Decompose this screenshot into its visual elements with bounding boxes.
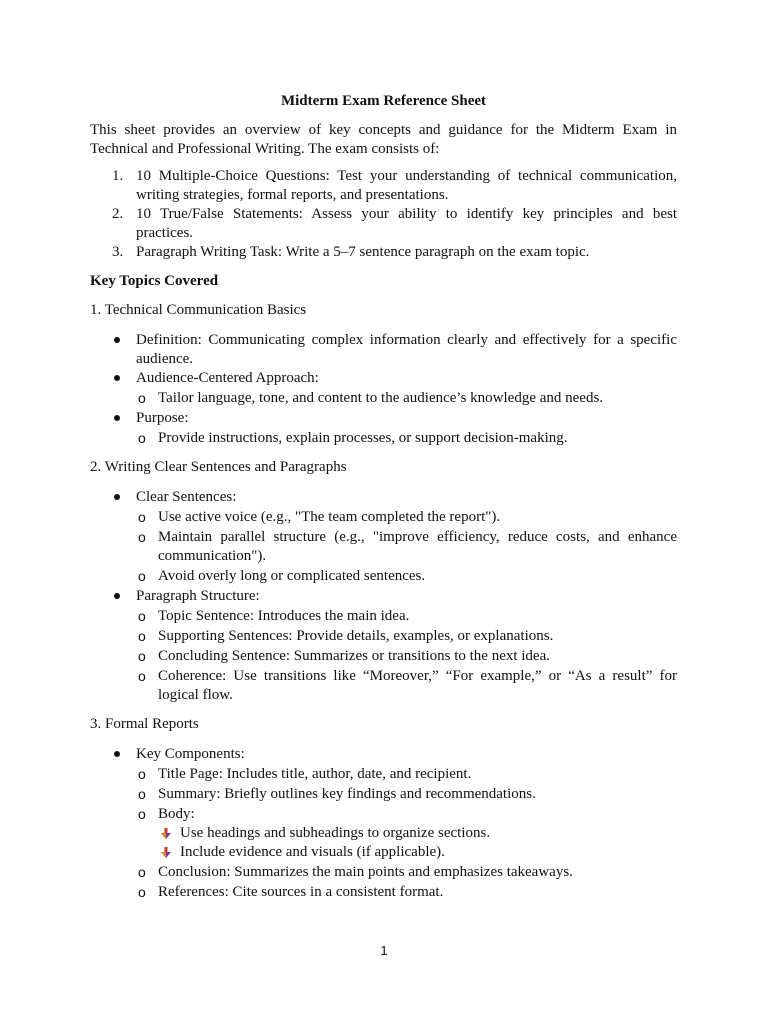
- bullet-icon: [114, 415, 120, 421]
- sub-list-item: o Provide instructions, explain processes, or support decision-making.: [138, 430, 568, 446]
- sub-list-item: o Topic Sentence: Introduces the main idea.: [138, 608, 410, 624]
- circle-bullet-icon: o: [138, 864, 146, 880]
- sub-list-item: o Coherence: Use transitions like “Moreover,” “For example,” or “As a result” for logical flow.: [138, 668, 677, 703]
- section-heading: 2. Writing Clear Sentences and Paragraphs: [90, 459, 347, 475]
- intro-paragraph: This sheet provides an overview of key concepts and guidance for the Midterm Exam in Technical and Professional Writing. The exam consists of:: [90, 122, 677, 157]
- exam-parts-list: [90, 167, 677, 262]
- page-number: 1: [380, 943, 388, 958]
- sub-list-item: o Concluding Sentence: Summarizes or transitions to the next idea.: [138, 648, 550, 664]
- sub-list-item: o Avoid overly long or complicated sentences.: [138, 568, 426, 584]
- sub-list-item: o Summary: Briefly outlines key findings and recommendations.: [138, 786, 536, 802]
- circle-bullet-icon: o: [138, 806, 146, 822]
- list-item: Paragraph Structure: o Topic Sentence: Introduces the main idea. o Supporting Sentences: Provide details, examples, or explanations. o Concluding Sentence: Summarizes or transitions to the next idea. o Coherence: Use transitions like “Moreover,” “For example,” or “As a result” for logical flow.: [90, 587, 677, 705]
- sub-list-item: o Body: Use headings and subheadings to organize sections. Include evidence and visuals (if applicable).: [136, 805, 677, 862]
- list-item: Key Components: o Title Page: Includes title, author, date, and recipient. o Summary: Briefly outlines key findings and recommendations. o Body: Use headings and subheadings to organize sections. Include evidence and visuals (if applicable). o Conclusion: Summarizes the main points and emphasizes takeaways. o References: Cite sources in a consistent format.: [90, 745, 677, 902]
- circle-bullet-icon: o: [138, 628, 146, 644]
- key-topics-heading: Key Topics Covered: [90, 273, 219, 289]
- page-title: Midterm Exam Reference Sheet: [280, 93, 487, 109]
- circle-bullet-icon: o: [138, 884, 146, 900]
- list-item: 3. Paragraph Writing Task: Write a 5–7 sentence paragraph on the exam topic.: [112, 244, 590, 260]
- bullet-icon: [114, 593, 120, 599]
- bullet-icon: [114, 375, 120, 381]
- section-3-list: [90, 745, 677, 902]
- sub-list-item: o References: Cite sources in a consistent format.: [138, 884, 444, 900]
- circle-bullet-icon: o: [138, 509, 146, 525]
- circle-bullet-icon: o: [138, 430, 146, 446]
- section-1-list: [90, 331, 677, 448]
- list-item: Definition: Communicating complex information clearly and effectively for a specific audience.: [90, 331, 677, 369]
- circle-bullet-icon: o: [138, 766, 146, 782]
- arrow-bullet-icon: [160, 847, 172, 859]
- sub-sub-list-item: Include evidence and visuals (if applicable).: [158, 843, 677, 862]
- bullet-icon: [114, 751, 120, 757]
- bullet-icon: [114, 337, 120, 343]
- sub-list-item: o Conclusion: Summarizes the main points and emphasizes takeaways.: [138, 864, 573, 880]
- circle-bullet-icon: o: [138, 390, 146, 406]
- circle-bullet-icon: o: [138, 568, 146, 584]
- document-page: [90, 92, 677, 912]
- circle-bullet-icon: o: [138, 608, 146, 624]
- sub-list-item: o Use active voice (e.g., "The team completed the report").: [138, 509, 501, 525]
- circle-bullet-icon: o: [138, 668, 146, 684]
- circle-bullet-icon: o: [138, 786, 146, 802]
- sub-list-item: o Title Page: Includes title, author, date, and recipient.: [138, 766, 472, 782]
- list-item: Audience-Centered Approach: o Tailor language, tone, and content to the audience’s knowledge and needs.: [90, 369, 677, 408]
- sub-list-item: o Maintain parallel structure (e.g., "improve efficiency, reduce costs, and enhance communication").: [138, 529, 677, 564]
- bullet-icon: [114, 494, 120, 500]
- section-2-list: [90, 488, 677, 705]
- sub-sub-list-item: Use headings and subheadings to organize sections.: [158, 824, 677, 843]
- section-heading: 1. Technical Communication Basics: [90, 302, 307, 318]
- sub-list-item: o Tailor language, tone, and content to the audience’s knowledge and needs.: [138, 390, 604, 406]
- list-item: 2. 10 True/False Statements: Assess your ability to identify key principles and best practices.: [112, 206, 677, 241]
- circle-bullet-icon: o: [138, 648, 146, 664]
- list-item: 1. 10 Multiple-Choice Questions: Test your understanding of technical communication, writing strategies, formal reports, and presentations.: [112, 168, 677, 203]
- section-heading: 3. Formal Reports: [90, 716, 199, 732]
- arrow-bullet-icon: [160, 828, 172, 840]
- list-item: Clear Sentences: o Use active voice (e.g., "The team completed the report"). o Maintain parallel structure (e.g., "improve efficiency, reduce costs, and enhance communication"). o Avoid overly long or complicated sentences.: [90, 488, 677, 586]
- circle-bullet-icon: o: [138, 529, 146, 545]
- list-item: Purpose: o Provide instructions, explain processes, or support decision-making.: [90, 409, 677, 448]
- sub-list-item: o Supporting Sentences: Provide details, examples, or explanations.: [138, 628, 554, 644]
